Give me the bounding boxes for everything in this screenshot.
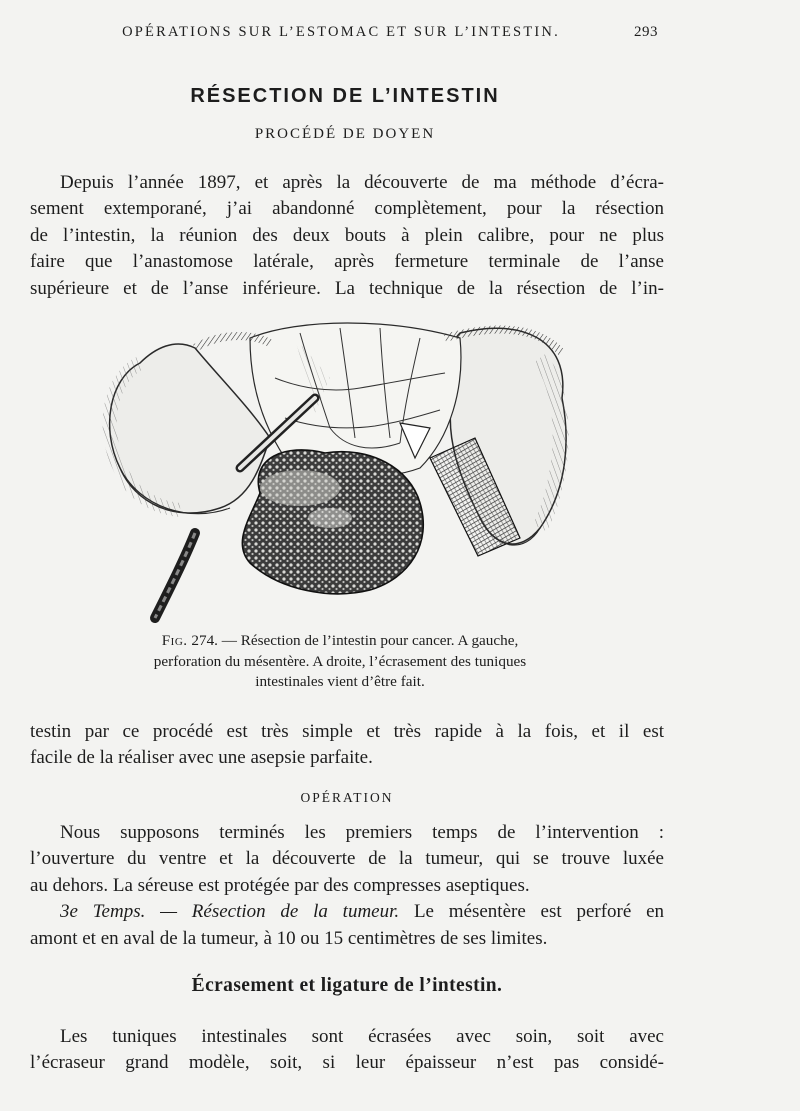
text-line: supérieure et de l’anse inférieure. La technique de la résection de l’in-: [30, 277, 664, 299]
paragraph-intro: [30, 170, 664, 302]
text-line: de l’intestin, la réunion des deux bouts à plein calibre, pour ne plus: [30, 224, 664, 246]
text-line: testin par ce procédé est très simple et très rapide à la fois, et il est: [30, 721, 664, 742]
caption-line: perforation du mésentère. A droite, l’écrasement des tuniques: [153, 652, 527, 670]
text-line: Nous supposons terminés les premiers temps de l’intervention :: [60, 822, 664, 843]
text-line: faire que l’anastomose latérale, après fermeture terminale de l’anse: [30, 251, 664, 273]
operation-heading: OPÉRATION: [300, 790, 394, 805]
text-line: Les tuniques intestinales sont écrasées avec soin, soit avec: [60, 1026, 664, 1047]
figure-label: Fig.: [161, 632, 188, 649]
text-line: [30, 899, 664, 925]
figure-illustration: [100, 318, 580, 628]
caption-text: 274. — Résection de l’intestin pour cancer. A gauche,: [191, 632, 519, 649]
running-head: OPÉRATIONS SUR L’ESTOMAC ET SUR L’INTESTIN.: [122, 24, 560, 40]
text-line: Depuis l’année 1897, et après la découverte de ma méthode d’écra-: [60, 172, 664, 193]
paragraph-operation: [30, 820, 664, 952]
caption-line: intestinales vient d’être fait.: [255, 673, 425, 690]
paragraph-crushing: [30, 1024, 664, 1077]
step-text: Le mésentère est perforé en: [399, 901, 665, 923]
text-line: l’écraseur grand modèle, soit, si leur épaisseur n’est pas considé-: [30, 1052, 664, 1074]
caption-line: [100, 631, 580, 652]
text-line: l’ouverture du ventre et la découverte de la tumeur, qui se trouve luxée: [30, 848, 664, 870]
text-line: amont et en aval de la tumeur, à 10 ou 15 centimètres de ses limites.: [30, 927, 548, 949]
page-number: 293: [634, 24, 658, 40]
step-title: 3e Temps. — Résection de la tumeur.: [60, 901, 400, 923]
subheading-crushing: Écrasement et ligature de l’intestin.: [191, 975, 503, 996]
paragraph-continuation: [30, 719, 664, 772]
figure-caption: [100, 631, 580, 693]
text-line: facile de la réaliser avec une asepsie parfaite.: [30, 747, 373, 769]
text-line: au dehors. La séreuse est protégée par des compresses aseptiques.: [30, 874, 530, 896]
intestine-engraving: [100, 318, 580, 628]
section-title: RÉSECTION DE L’INTESTIN: [190, 85, 500, 107]
text-line: sement extemporané, j’ai abandonné complètement, pour la résection: [30, 198, 664, 220]
section-subtitle: PROCÉDÉ DE DOYEN: [254, 126, 436, 142]
